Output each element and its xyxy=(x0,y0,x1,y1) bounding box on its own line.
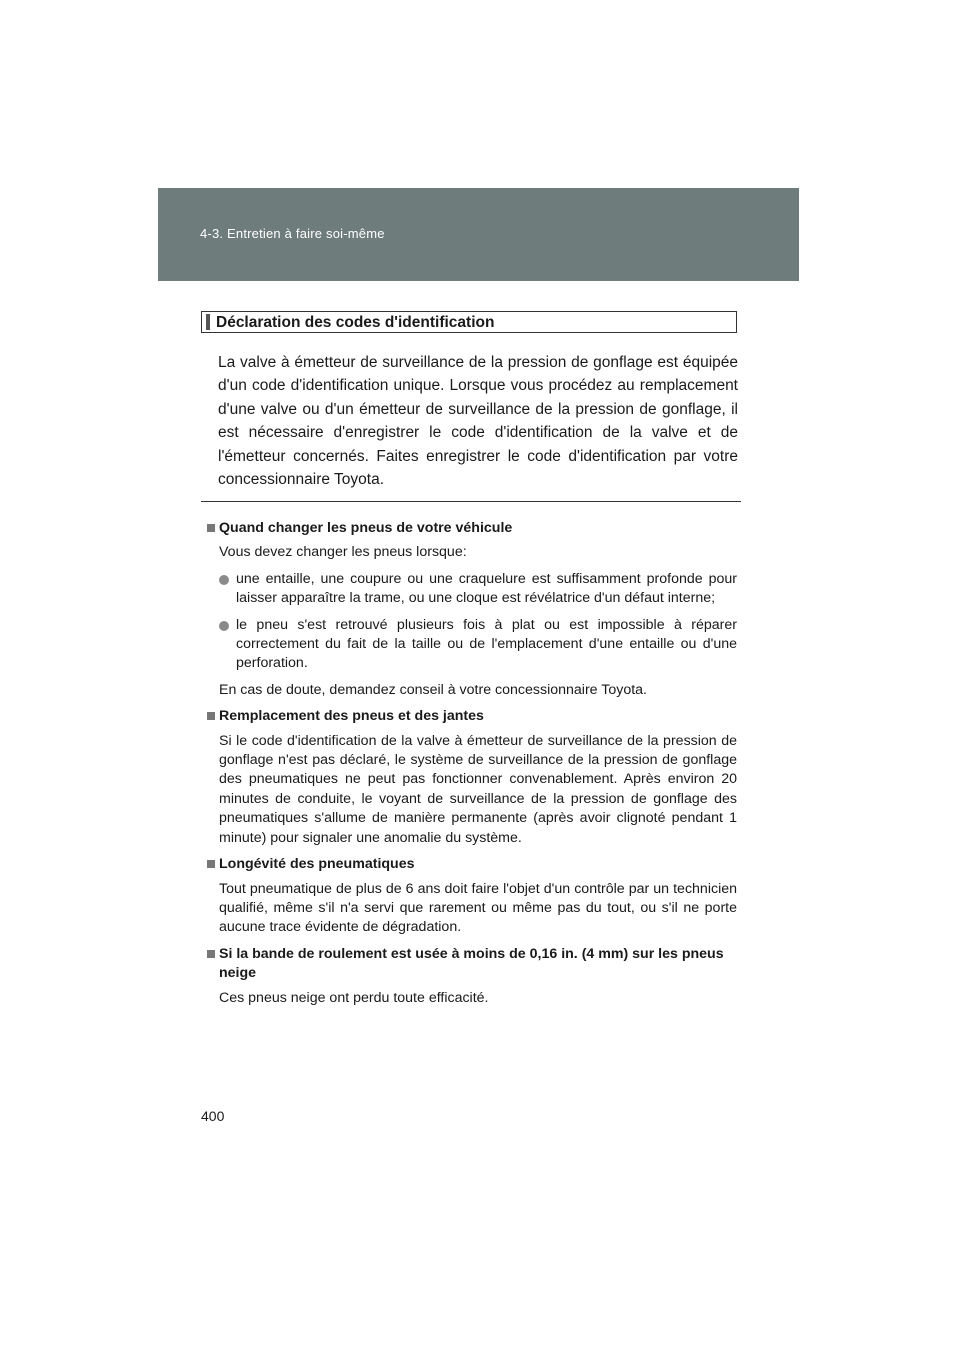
note-title: Longévité des pneumatiques xyxy=(219,856,415,873)
page-number: 400 xyxy=(201,1108,225,1124)
list-item-text: une entaille, une coupure ou une craquelure est suffisamment profonde pour laisser apparaître la trame, ou une cloque est révélatrice d'un défaut interne; xyxy=(236,570,737,607)
info-box-title xyxy=(201,311,737,333)
square-bullet-icon xyxy=(207,860,215,868)
divider xyxy=(201,501,741,502)
list-item xyxy=(219,616,737,674)
list-item xyxy=(219,570,737,609)
note-intro: Vous devez changer les pneus lorsque: xyxy=(219,544,467,561)
note-snow-tires xyxy=(207,945,737,1008)
info-box-title-text: Déclaration des codes d'identification xyxy=(216,314,495,331)
note-title: Si la bande de roulement est usée à moins de 0,16 in. (4 mm) sur les pneus neige xyxy=(219,945,724,982)
note-title: Remplacement des pneus et des jantes xyxy=(219,708,484,725)
note-text: Si le code d'identification de la valve à émetteur de surveillance de la pression de gonflage n'est pas déclaré, le système de surveillance de la pression de gonflage des pneumatiques ne peut pas fonctionner convenablement. Après environ 20 minutes de conduite, le voyant de surveillance de la pression de gonflage des pneumatiques s'allume de manière permanente (après avoir clignoté pendant 1 minute) pour signaler une anomalie du système. xyxy=(219,732,737,846)
note-outro: En cas de doute, demandez conseil à votre concessionnaire Toyota. xyxy=(219,681,647,698)
note-tire-longevity xyxy=(207,855,737,938)
note-text: Ces pneus neige ont perdu toute efficacité. xyxy=(219,989,489,1006)
section-label: 4-3. Entretien à faire soi-même xyxy=(200,226,385,241)
note-title: Quand changer les pneus de votre véhicule xyxy=(219,520,513,536)
circle-bullet-icon xyxy=(219,621,229,631)
note-text: Tout pneumatique de plus de 6 ans doit faire l'objet d'un contrôle par un technicien qualifié, même s'il n'a servi que rarement ou même pas du tout, ou s'il ne porte aucune trace évidente de dégradation. xyxy=(219,880,737,936)
chapter-header xyxy=(158,188,799,281)
square-bullet-icon xyxy=(207,712,215,720)
info-box-text: La valve à émetteur de surveillance de la pression de gonflage est équipée d'un code d'identification unique. Lorsque vous procédez au remplacement d'une valve ou d'un émetteur de surveillance de la pression de gonflage, il est nécessaire d'enregistrer le code d'identification de la valve et de l'émetteur concernés. Faites enregistrer le code d'identification par votre concessionnaire Toyota. xyxy=(218,354,738,489)
note-tire-wheel-replacement xyxy=(207,707,737,848)
list-item-text: le pneu s'est retrouvé plusieurs fois à plat ou est impossible à réparer correctement du fait de la taille ou de l'emplacement d'une entaille ou d'une perforation. xyxy=(236,616,737,672)
notes-section xyxy=(207,519,737,1015)
note-tire-change xyxy=(207,519,737,700)
circle-bullet-icon xyxy=(219,575,229,585)
title-marker xyxy=(206,314,210,330)
square-bullet-icon xyxy=(207,950,215,958)
square-bullet-icon xyxy=(207,524,215,532)
